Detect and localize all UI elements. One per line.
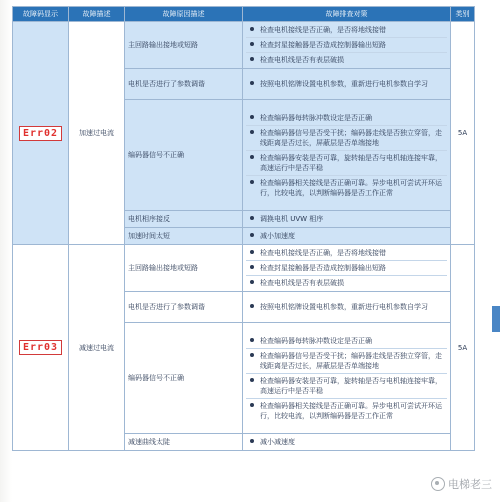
action-item: 检查电机接线是否正确，是否将地线接错 — [246, 246, 447, 260]
cause-cell: 减速曲线太陡 — [125, 434, 243, 451]
fault-table — [12, 6, 475, 451]
bullet-icon — [250, 378, 254, 382]
action-item: 按照电机铭牌设置电机参数，重新进行电机参数自学习 — [246, 300, 447, 314]
bullet-icon — [250, 81, 254, 85]
action-item: 检查封星接触器是否造成控制器输出短路 — [246, 260, 447, 275]
bullet-icon — [250, 353, 254, 357]
bullet-icon — [250, 338, 254, 342]
action-item: 检查编码器相关接线是否正确可靠。异步电机可尝试开环运行，比较电流，以判断编码器是否工作正常 — [246, 398, 447, 423]
action-cell — [243, 245, 451, 292]
fault-group-err02 — [13, 22, 475, 245]
action-item: 检查编码器相关接线是否正确可靠。异步电机可尝试开环运行，比较电流，以判断编码器是否工作正常 — [246, 175, 447, 200]
fault-description-cell: 减速过电流 — [69, 245, 125, 451]
watermark — [431, 476, 492, 492]
action-cell — [243, 292, 451, 323]
bullet-icon — [250, 403, 254, 407]
action-item: 检查编码器安装是否可靠，旋转轴是否与电机轴连接牢靠，高速运行中是否平稳 — [246, 373, 447, 398]
bullet-icon — [250, 115, 254, 119]
cause-cell: 主回路输出接地或短路 — [125, 245, 243, 292]
header-fault-cause: 故障原因描述 — [125, 7, 243, 22]
fault-group-err03 — [13, 245, 475, 451]
action-item: 检查电机线是否有表层破损 — [246, 52, 447, 67]
action-cell — [243, 323, 451, 434]
table-row — [13, 245, 475, 292]
action-item: 调换电机 UVW 相序 — [246, 212, 447, 226]
header-fault-description: 故障描述 — [69, 7, 125, 22]
bullet-icon — [250, 130, 254, 134]
bullet-icon — [250, 250, 254, 254]
bullet-icon — [250, 27, 254, 31]
bullet-icon — [250, 42, 254, 46]
bullet-icon — [250, 155, 254, 159]
cause-cell: 编码器信号不正确 — [125, 100, 243, 211]
action-item: 检查编码器每转脉冲数设定是否正确 — [246, 111, 447, 125]
action-item: 检查编码器每转脉冲数设定是否正确 — [246, 334, 447, 348]
action-cell — [243, 434, 451, 451]
action-item: 检查编码器安装是否可靠，旋转轴是否与电机轴连接牢靠，高速运行中是否平稳 — [246, 150, 447, 175]
table-header-row — [13, 7, 475, 22]
action-cell — [243, 228, 451, 245]
action-item: 检查编码器信号是否受干扰；编码器走线是否独立穿管，走线距离是否过长，屏蔽层是否单端接地 — [246, 348, 447, 373]
bullet-icon — [250, 57, 254, 61]
fault-description-cell: 加速过电流 — [69, 22, 125, 245]
header-category: 类别 — [451, 7, 475, 22]
cause-cell: 电机是否进行了参数调谐 — [125, 69, 243, 100]
action-item: 检查电机接线是否正确，是否将地线接错 — [246, 23, 447, 37]
cause-cell: 电机相序接反 — [125, 211, 243, 228]
bullet-icon — [250, 280, 254, 284]
bullet-icon — [250, 304, 254, 308]
err-code-display: Err02 — [19, 126, 62, 141]
action-item: 检查封星接触器是否造成控制器输出短路 — [246, 37, 447, 52]
cause-cell: 加速时间太短 — [125, 228, 243, 245]
cause-cell: 主回路输出接地或短路 — [125, 22, 243, 69]
action-cell — [243, 22, 451, 69]
cause-cell: 编码器信号不正确 — [125, 323, 243, 434]
watermark-text: 电梯老三 — [448, 478, 492, 491]
category-cell: 5A — [451, 245, 475, 451]
category-cell: 5A — [451, 22, 475, 245]
action-cell — [243, 100, 451, 211]
fault-code-cell — [13, 245, 69, 451]
action-item: 检查电机线是否有表层破损 — [246, 275, 447, 290]
watermark-logo-icon — [431, 477, 445, 491]
bullet-icon — [250, 216, 254, 220]
bullet-icon — [250, 265, 254, 269]
bullet-icon — [250, 180, 254, 184]
action-item: 按照电机铭牌设置电机参数，重新进行电机参数自学习 — [246, 77, 447, 91]
action-cell — [243, 211, 451, 228]
action-item: 减小减速度 — [246, 435, 447, 449]
header-troubleshooting: 故障排查对策 — [243, 7, 451, 22]
action-item: 减小加速度 — [246, 229, 447, 243]
header-fault-code: 故障码显示 — [13, 7, 69, 22]
err-code-display: Err03 — [19, 340, 62, 355]
page-side-tab — [492, 306, 500, 332]
bullet-icon — [250, 233, 254, 237]
bullet-icon — [250, 439, 254, 443]
cause-cell: 电机是否进行了参数调谐 — [125, 292, 243, 323]
fault-code-cell — [13, 22, 69, 245]
action-cell — [243, 69, 451, 100]
table-row — [13, 22, 475, 69]
action-item: 检查编码器信号是否受干扰；编码器走线是否独立穿管，走线距离是否过长，屏蔽层是否单端接地 — [246, 125, 447, 150]
